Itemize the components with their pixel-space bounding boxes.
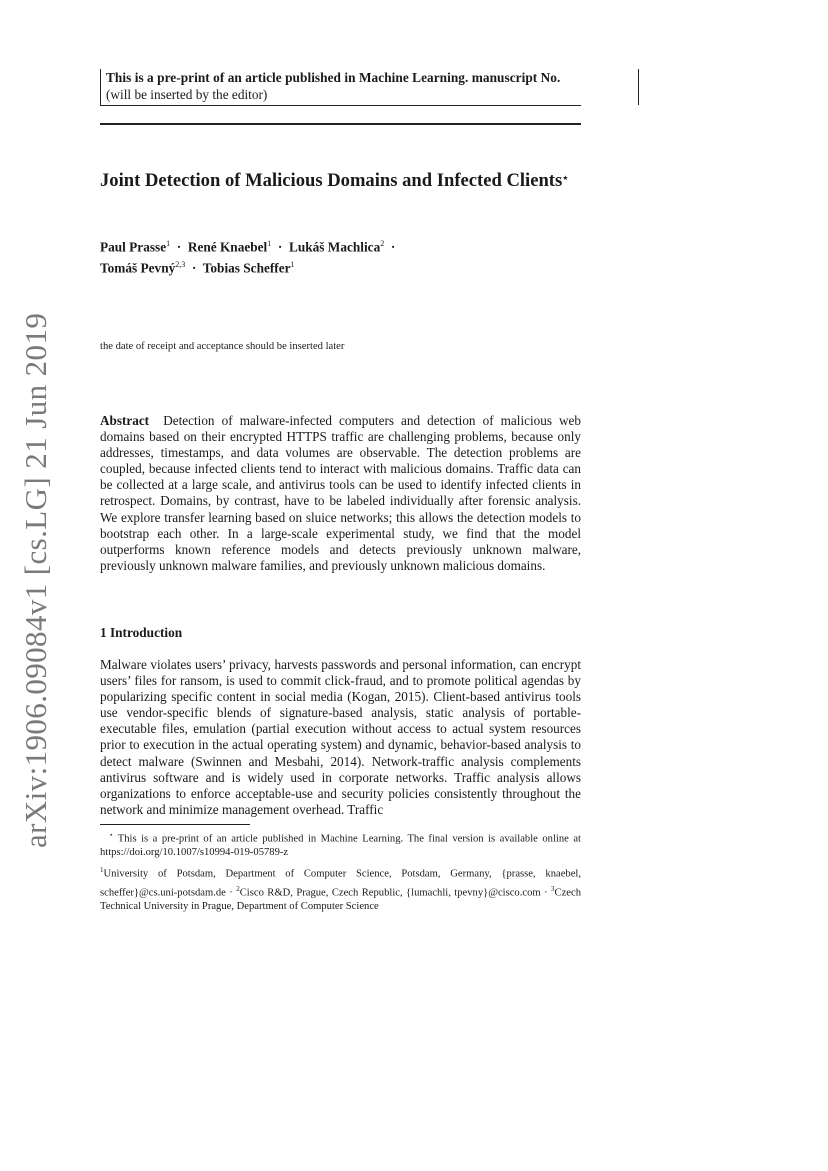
header-rule — [100, 105, 581, 106]
arxiv-stamp: arXiv:1906.09084v1 [cs.LG] 21 Jun 2019 — [18, 312, 53, 848]
footnote-star-text: This is a pre-print of an article published in Machine Learning. The final version is available online at https://doi.org/10.1007/s10994-019-05789-z — [100, 833, 581, 859]
author-name: Tomáš Pevný — [100, 260, 176, 276]
footnote-star-mark: ⋆ — [109, 831, 114, 839]
affiliation-text: Czech Technical University in Prague, Department of Computer Science — [100, 887, 581, 913]
author-affiliation: 2 — [380, 239, 385, 248]
abstract-label: Abstract — [100, 413, 150, 428]
section-heading: 1 Introduction — [100, 625, 183, 640]
author-name: Tobias Scheffer — [202, 260, 291, 276]
affiliation-mark: 2 — [236, 884, 240, 893]
date-line: the date of receipt and acceptance should be inserted later — [100, 341, 345, 352]
footnote-affiliations — [100, 863, 581, 914]
abstract — [100, 413, 581, 574]
editor-note: (will be inserted by the editor) — [106, 87, 268, 102]
author-list: Paul Prasse$^1$ · René Knaebel$^1$ · Lukáš Machlica$^2$ · Tomáš Pevný$^{2,3}$ · Tobias Scheffer$^1$ — [100, 239, 399, 276]
affiliation-text: Cisco R&D, Prague, Czech Republic, {lumachli, tpevny}@cisco.com · — [239, 887, 552, 899]
author-affiliation: 1 — [290, 260, 295, 270]
title-rule — [100, 123, 581, 125]
author-affiliation: 1 — [166, 239, 171, 248]
author-name: Paul Prasse — [100, 239, 167, 255]
paper-title — [100, 170, 590, 192]
author-name: Lukáš Machlica — [288, 239, 381, 255]
footnote-star — [100, 829, 581, 860]
affiliation-mark: 1 — [100, 866, 104, 874]
affiliation-text: University of Potsdam, Department of Computer Science, Potsdam, Germany, {prasse, knaebel, scheffer}@cs.uni-potsdam.de · — [100, 868, 581, 899]
title-text: Joint Detection of Malicious Domains and Infected Clients — [100, 170, 563, 191]
journal-header: This is a pre-print of an article published in Machine Learning. manuscript No. — [106, 70, 561, 85]
section-body: Malware violates users’ privacy, harvests passwords and personal information, can encrypt users’ files for ransom, is used to commit click-fraud, and to promote political agendas by popularizing specific content in social media (Kogan, 2015). Client-based antivirus tools use vendor-specific blends of signature-based analysis, static analysis of portable-executable files, emulation (partial execution without access to actual system resources prior to execution in the actual operating system) and dynamic, behavior-based analysis to detect malware (Swinnen and Mesbahi, 2014). Network-traffic analysis complements antivirus software and is widely used in corporate networks. Traffic analysis allows organizations to enforce acceptable-use and security policies consistently throughout the network and minimize management overhead. Traffic — [100, 657, 581, 817]
abstract-text: Detection of malware-infected computers and detection of malicious web domains based on their encrypted HTTPS traffic are challenging problems, because only addresses, timestamps, and data volumes are observable. The detection problems are coupled, because infected clients tend to interact with malicious domains. Traffic data can be collected at a large scale, and antivirus tools can be used to identify infected clients in retrospect. Domains, by contrast, have to be labeled individually after forensic analysis. We explore transfer learning based on sluice networks; this allows the detection models to bootstrap each other. In a large-scale experimental study, we find that the model outperforms known reference models and detects previously unknown malware, previously unknown malware families, and previously unknown malicious domains. — [100, 413, 582, 573]
author-affiliation: 2,3 — [175, 260, 186, 270]
footnote-rule — [100, 824, 250, 825]
author-name: René Knaebel — [187, 239, 268, 255]
author-affiliation: 1 — [267, 239, 272, 248]
title-footnote-mark: ⋆ — [562, 173, 569, 184]
affiliation-mark: 3 — [551, 884, 555, 893]
